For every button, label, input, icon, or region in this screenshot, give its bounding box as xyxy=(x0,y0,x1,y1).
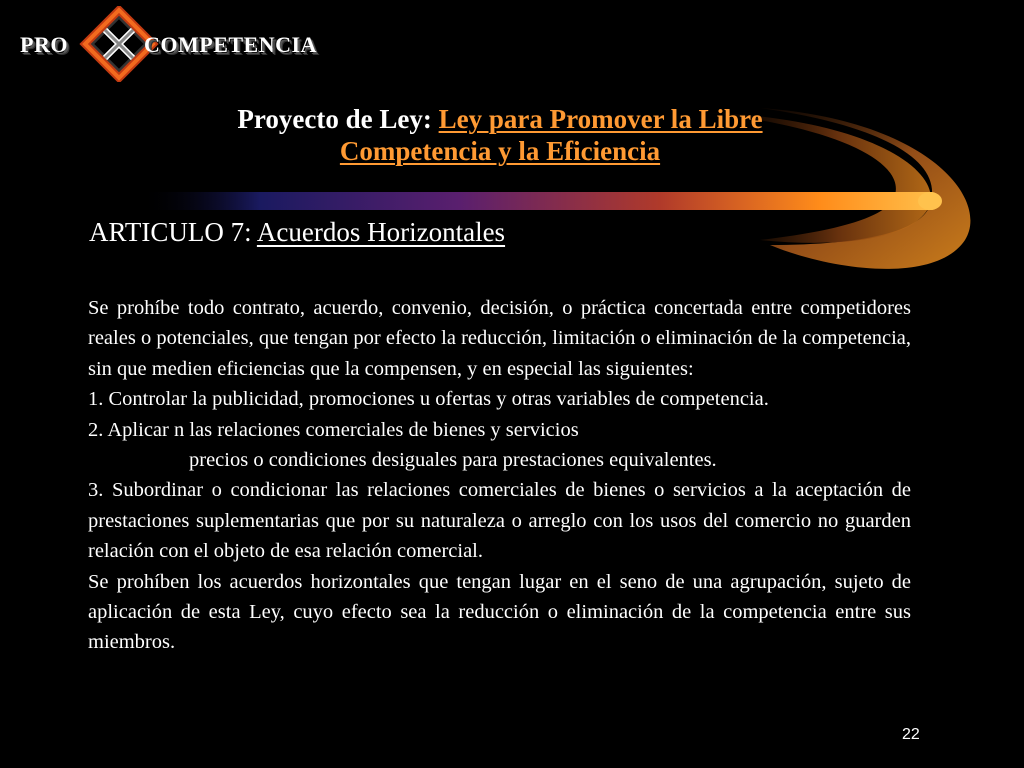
body-item-2-continuation: precios o condiciones desiguales para prestaciones equivalentes. xyxy=(189,449,717,472)
body-item-2: 2. Aplicar n las relaciones comerciales de bienes y servicios xyxy=(88,418,579,441)
article-body xyxy=(88,293,911,658)
body-item-1: 1. Controlar la publicidad, promociones u ofertas y otras variables de competencia. xyxy=(88,388,769,411)
article-heading xyxy=(89,215,505,249)
logo-text-pro: PRO xyxy=(20,32,68,57)
page-number: 22 xyxy=(902,726,920,743)
body-intro: Se prohíbe todo contrato, acuerdo, convenio, decisión, o práctica concertada entre competidores reales o potenciales, que tengan por efecto la reducción, limitación o eliminación de la competencia, sin que medien eficiencias que la compensen, y en especial las siguientes: xyxy=(88,297,911,380)
body-closing: Se prohíben los acuerdos horizontales que tengan lugar en el seno de una agrupación, sujeto de aplicación de esta Ley, cuyo efecto sea la reducción o eliminación de la competencia entre sus miembros. xyxy=(88,570,911,654)
article-label: ARTICULO 7: xyxy=(89,217,252,247)
title-link-line2[interactable]: Competencia y la Eficiencia xyxy=(339,136,661,166)
article-subject: Acuerdos Horizontales xyxy=(256,217,506,247)
title-prefix: Proyecto de Ley: xyxy=(237,104,432,134)
body-item-3: 3. Subordinar o condicionar las relaciones comerciales de bienes o servicios a la aceptación de prestaciones suplementarias que por su naturaleza o arreglo con los usos del comercio no guarden relación con el objeto de esa relación comercial. xyxy=(88,479,911,563)
slide-title xyxy=(100,103,900,167)
title-link-line1[interactable]: Ley para Promover la Libre xyxy=(438,104,763,134)
logo-text-competencia: COMPETENCIA xyxy=(144,32,317,57)
